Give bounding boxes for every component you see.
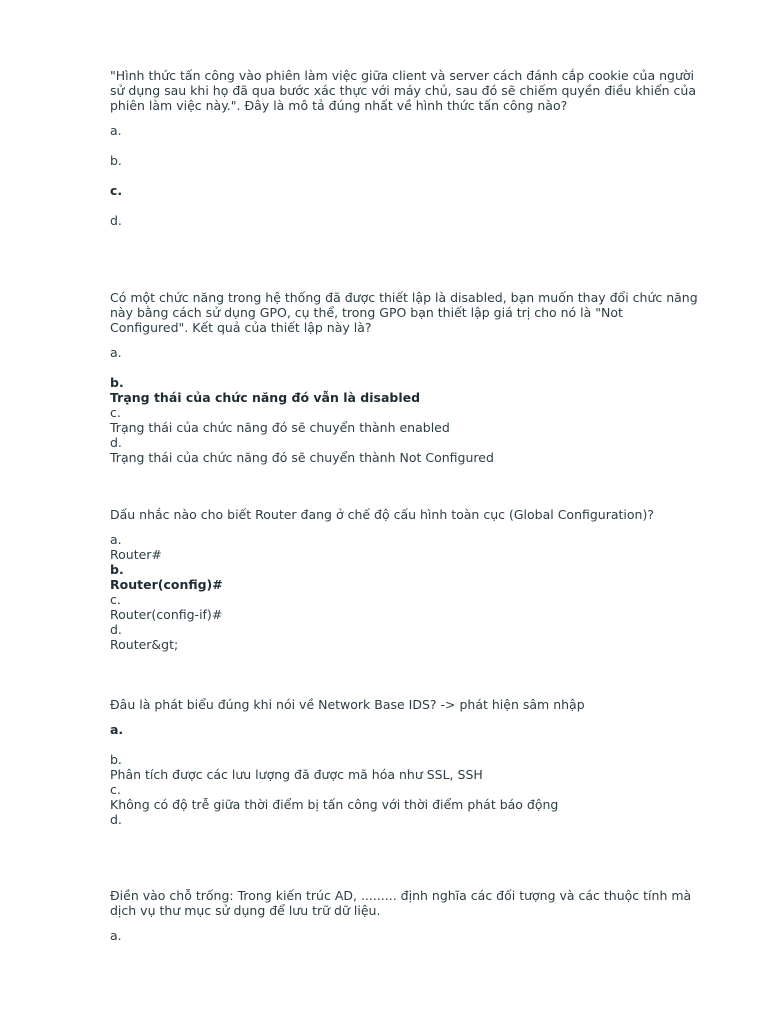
question-3 xyxy=(110,507,700,652)
q3-option-a-letter: a. xyxy=(110,532,122,547)
question-5 xyxy=(110,888,700,943)
q2-option-b-letter: b. xyxy=(110,375,124,390)
question-3-stem: Dấu nhắc nào cho biết Router đang ở chế độ cấu hình toàn cục (Global Configuration)? xyxy=(110,507,654,522)
q2-option-c-letter: c. xyxy=(110,405,121,420)
q2-option-a-letter: a. xyxy=(110,345,122,360)
q2-option-d-text: Trạng thái của chức năng đó sẽ chuyển thành Not Configured xyxy=(110,450,494,465)
q4-option-b-letter: b. xyxy=(110,752,122,767)
q3-option-b-text: Router(config)# xyxy=(110,577,223,592)
q4-option-c-text: Không có độ trễ giữa thời điểm bị tấn công với thời điểm phát báo động xyxy=(110,797,559,812)
q3-option-a-text: Router# xyxy=(110,547,162,562)
q1-option-b-letter: b. xyxy=(110,153,122,168)
question-5-stem: Điền vào chỗ trống: Trong kiến trúc AD, ......... định nghĩa các đối tượng và các thuộc tính mà dịch vụ thư mục sử dụng để lưu trữ dữ liệu. xyxy=(110,888,692,918)
question-4-stem: Đâu là phát biểu đúng khi nói về Network Base IDS? -> phát hiện sâm nhập xyxy=(110,697,585,712)
q4-option-b-text: Phân tích được các lưu lượng đã được mã hóa như SSL, SSH xyxy=(110,767,483,782)
q4-option-c-letter: c. xyxy=(110,782,121,797)
q3-option-d-letter: d. xyxy=(110,622,122,637)
q2-option-b-text: Trạng thái của chức năng đó vẫn là disabled xyxy=(110,390,421,405)
q3-option-c-text: Router(config-if)# xyxy=(110,607,223,622)
q1-option-d-letter: d. xyxy=(110,213,122,228)
q1-option-c-letter: c. xyxy=(110,183,123,198)
q3-option-d-text: Router&gt; xyxy=(110,637,179,652)
question-4 xyxy=(110,697,700,827)
q1-option-a-letter: a. xyxy=(110,123,122,138)
q4-option-a-letter: a. xyxy=(110,722,124,737)
q3-option-b-letter: b. xyxy=(110,562,124,577)
q3-option-c-letter: c. xyxy=(110,592,121,607)
q5-option-a-letter: a. xyxy=(110,928,122,943)
q2-option-d-letter: d. xyxy=(110,435,122,450)
question-2-stem: Có một chức năng trong hệ thống đã được thiết lập là disabled, bạn muốn thay đổi chức năng này bằng cách sử dụng GPO, cụ thể, trong GPO bạn thiết lập giá trị cho nó là "Not Configured". Kết quả của thiết lập này là? xyxy=(110,290,698,335)
q4-option-d-letter: d. xyxy=(110,812,122,827)
question-1 xyxy=(110,68,700,228)
question-1-stem: "Hình thức tấn công vào phiên làm việc giữa client và server cách đánh cắp cookie của người sử dụng sau khi họ đã qua bước xác thực với máy chủ, sau đó sẽ chiếm quyền điều khiển của phiên làm việc này.". Đây là mô tả đúng nhất về hình thức tấn công nào? xyxy=(110,68,696,113)
q2-option-c-text: Trạng thái của chức năng đó sẽ chuyển thành enabled xyxy=(110,420,450,435)
question-2 xyxy=(110,290,700,465)
